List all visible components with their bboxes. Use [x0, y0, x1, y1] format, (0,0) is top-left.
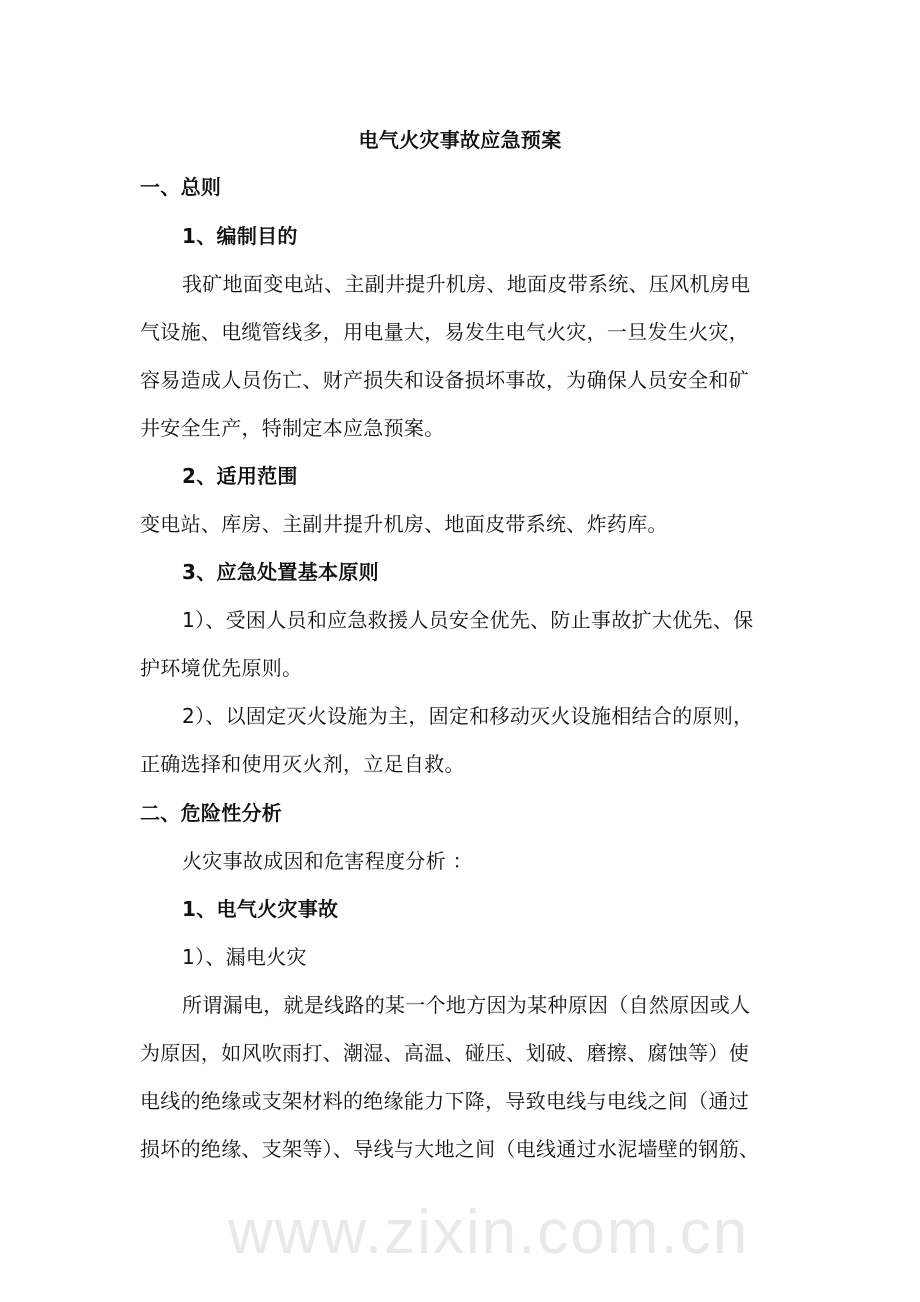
- paragraph-line: 电线的绝缘或支架材料的绝缘能力下降，导致电线与电线之间（通过: [140, 1089, 749, 1113]
- paragraph-line: 火灾事故成因和危害程度分析 ：: [182, 849, 473, 873]
- paragraph-line: 井安全生产，特制定本应急预案。: [140, 416, 445, 440]
- paragraph-line: 损坏的绝缘、支架等）、导线与大地之间（电线通过水泥墙壁的钢筋、: [140, 1137, 760, 1161]
- paragraph-line: 我矿地面变电站、主副井提升机房、地面皮带系统、压风机房电: [182, 272, 751, 296]
- paragraph-line: 容易造成人员伤亡、财产损失和设备损坏事故，为确保人员安全和矿: [140, 368, 749, 392]
- subsection-heading: 3、应急处置基本原则: [182, 560, 379, 584]
- document-title: 电气火灾事故应急预案: [358, 128, 562, 152]
- paragraph-line: 气设施、电缆管线多，用电量大，易发生电气火灾，一旦发生火灾，: [140, 320, 749, 344]
- paragraph-line: 所谓漏电，就是线路的某一个地方因为某种原因（自然原因或人: [182, 993, 751, 1017]
- subsection-heading: 1、编制目的: [182, 224, 298, 248]
- paragraph-line: 2）、以固定灭火设施为主，固定和移动灭火设施相结合的原则，: [182, 704, 754, 728]
- paragraph-line: 变电站、库房、主副井提升机房、地面皮带系统、炸药库。: [140, 512, 668, 536]
- subsection-heading: 2、适用范围: [182, 464, 298, 488]
- paragraph-line: 1）、漏电火灾: [182, 945, 307, 969]
- subsection-heading: 1、电气火灾事故: [182, 897, 339, 921]
- watermark: www.zixin.com.cn: [228, 1198, 750, 1267]
- paragraph-line: 正确选择和使用灭火剂，立足自救。: [140, 752, 465, 776]
- section-heading: 二、危险性分析: [140, 801, 283, 825]
- paragraph-line: 护环境优先原则。: [140, 656, 303, 680]
- section-heading: 一、总则: [140, 175, 222, 199]
- paragraph-line: 为原因，如风吹雨打、潮湿、高温、碰压、划破、磨擦、腐蚀等）使: [140, 1041, 749, 1065]
- paragraph-line: 1）、受困人员和应急救援人员安全优先、防止事故扩大优先、保: [182, 608, 754, 632]
